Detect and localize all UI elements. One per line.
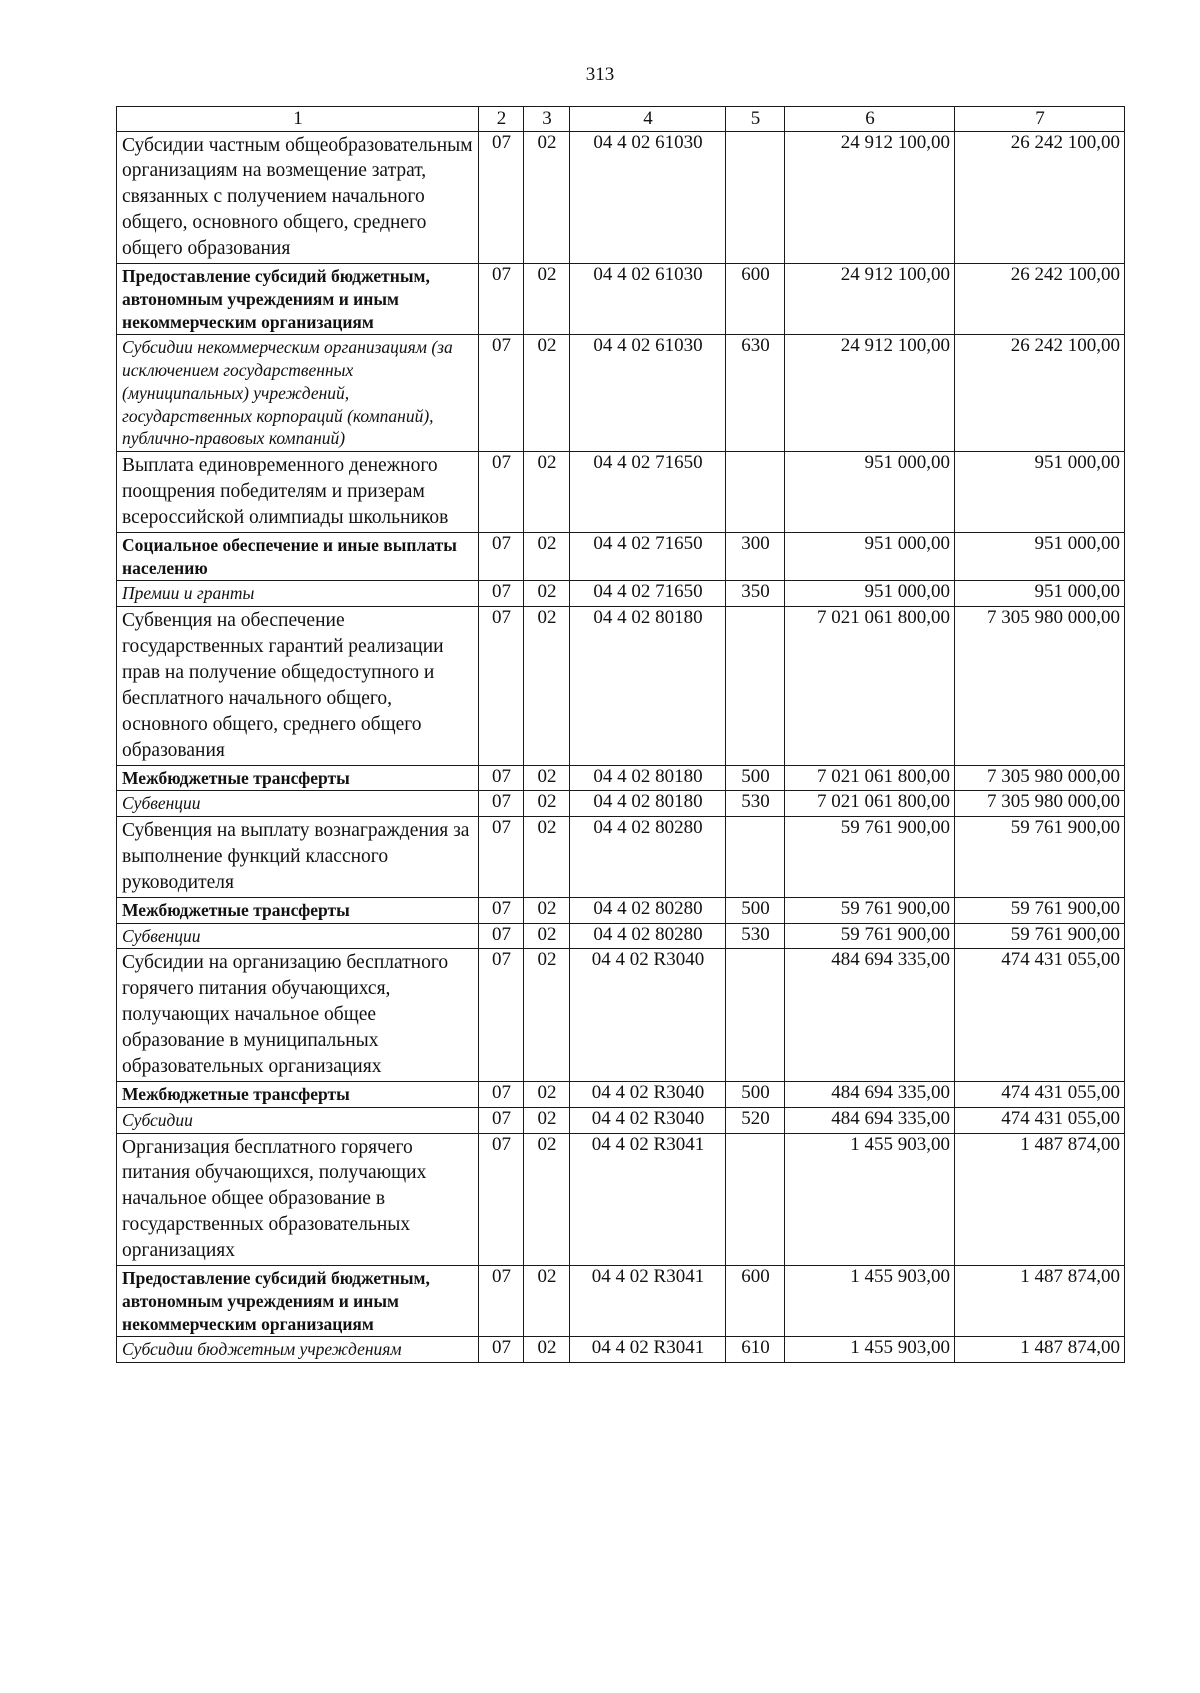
row-section: 07 [479, 791, 524, 817]
row-name: Социальное обеспечение и иные выплаты населению [117, 532, 479, 581]
row-name: Межбюджетные трансферты [117, 765, 479, 791]
row-amount-year-2: 951 000,00 [955, 581, 1125, 607]
row-name: Субвенция на выплату вознаграждения за выполнение функций классного руководителя [117, 817, 479, 898]
row-amount-year-1: 1 455 903,00 [785, 1133, 955, 1266]
row-amount-year-1: 1 455 903,00 [785, 1266, 955, 1337]
row-expense-type: 630 [726, 335, 785, 452]
table-row [117, 949, 1125, 1082]
row-amount-year-2: 951 000,00 [955, 532, 1125, 581]
row-subsection: 02 [524, 949, 570, 1082]
header-row [117, 107, 1125, 132]
row-section: 07 [479, 581, 524, 607]
row-target-code: 04 4 02 71650 [570, 452, 726, 533]
row-subsection: 02 [524, 1266, 570, 1337]
row-amount-year-1: 7 021 061 800,00 [785, 765, 955, 791]
row-expense-type: 500 [726, 897, 785, 923]
row-section: 07 [479, 452, 524, 533]
row-amount-year-2: 7 305 980 000,00 [955, 765, 1125, 791]
table-row [117, 1337, 1125, 1363]
row-section: 07 [479, 1107, 524, 1133]
row-target-code: 04 4 02 80280 [570, 817, 726, 898]
row-name: Выплата единовременного денежного поощрения победителям и призерам всероссийской олимпиады школьников [117, 452, 479, 533]
row-target-code: 04 4 02 R3040 [570, 1082, 726, 1108]
row-amount-year-1: 484 694 335,00 [785, 1082, 955, 1108]
row-expense-type: 530 [726, 791, 785, 817]
header-col-4: 4 [570, 107, 726, 132]
row-name: Организация бесплатного горячего питания обучающихся, получающих начальное общее образование в государственных образовательных организациях [117, 1133, 479, 1266]
header-col-1: 1 [117, 107, 479, 132]
row-section: 07 [479, 264, 524, 335]
row-target-code: 04 4 02 71650 [570, 581, 726, 607]
row-amount-year-1: 951 000,00 [785, 452, 955, 533]
row-section: 07 [479, 532, 524, 581]
table-row [117, 765, 1125, 791]
header-col-7: 7 [955, 107, 1125, 132]
row-section: 07 [479, 923, 524, 949]
row-name: Предоставление субсидий бюджетным, автономным учреждениям и иным некоммерческим организациям [117, 1266, 479, 1337]
row-amount-year-1: 24 912 100,00 [785, 335, 955, 452]
row-subsection: 02 [524, 131, 570, 264]
row-section: 07 [479, 607, 524, 766]
row-section: 07 [479, 897, 524, 923]
row-target-code: 04 4 02 61030 [570, 335, 726, 452]
row-subsection: 02 [524, 923, 570, 949]
row-name: Субсидии бюджетным учреждениям [117, 1337, 479, 1363]
table-body [117, 131, 1125, 1363]
row-amount-year-1: 7 021 061 800,00 [785, 791, 955, 817]
row-name: Субсидии частным общеобразовательным организациям на возмещение затрат, связанных с получением начального общего, основного общего, среднего общего образования [117, 131, 479, 264]
row-expense-type [726, 817, 785, 898]
row-amount-year-2: 59 761 900,00 [955, 897, 1125, 923]
row-expense-type [726, 949, 785, 1082]
row-amount-year-1: 24 912 100,00 [785, 264, 955, 335]
row-amount-year-2: 474 431 055,00 [955, 1082, 1125, 1108]
row-expense-type [726, 131, 785, 264]
row-section: 07 [479, 1133, 524, 1266]
row-amount-year-2: 26 242 100,00 [955, 131, 1125, 264]
row-amount-year-2: 26 242 100,00 [955, 335, 1125, 452]
row-target-code: 04 4 02 80180 [570, 607, 726, 766]
row-name: Межбюджетные трансферты [117, 897, 479, 923]
row-amount-year-2: 1 487 874,00 [955, 1133, 1125, 1266]
row-amount-year-1: 59 761 900,00 [785, 817, 955, 898]
row-amount-year-2: 474 431 055,00 [955, 949, 1125, 1082]
row-section: 07 [479, 131, 524, 264]
row-subsection: 02 [524, 1337, 570, 1363]
row-target-code: 04 4 02 R3040 [570, 949, 726, 1082]
row-target-code: 04 4 02 61030 [570, 264, 726, 335]
row-target-code: 04 4 02 80180 [570, 765, 726, 791]
table-row [117, 131, 1125, 264]
row-amount-year-2: 59 761 900,00 [955, 817, 1125, 898]
row-section: 07 [479, 335, 524, 452]
row-amount-year-1: 951 000,00 [785, 581, 955, 607]
row-amount-year-2: 951 000,00 [955, 452, 1125, 533]
row-target-code: 04 4 02 80280 [570, 897, 726, 923]
row-subsection: 02 [524, 791, 570, 817]
row-target-code: 04 4 02 R3041 [570, 1266, 726, 1337]
row-amount-year-2: 1 487 874,00 [955, 1266, 1125, 1337]
row-name: Субсидии некоммерческим организациям (за исключением государственных (муниципальных) учреждений, государственных корпораций (компаний), публично-правовых компаний) [117, 335, 479, 452]
row-expense-type: 350 [726, 581, 785, 607]
row-target-code: 04 4 02 R3041 [570, 1133, 726, 1266]
row-subsection: 02 [524, 452, 570, 533]
table-row [117, 923, 1125, 949]
table-row [117, 532, 1125, 581]
row-subsection: 02 [524, 1082, 570, 1108]
row-amount-year-2: 7 305 980 000,00 [955, 607, 1125, 766]
row-amount-year-1: 484 694 335,00 [785, 949, 955, 1082]
row-name: Субвенция на обеспечение государственных гарантий реализации прав на получение общедоступного и бесплатного начального общего, основного общего, среднего общего образования [117, 607, 479, 766]
header-col-2: 2 [479, 107, 524, 132]
row-expense-type: 600 [726, 264, 785, 335]
table-row [117, 452, 1125, 533]
row-amount-year-1: 59 761 900,00 [785, 897, 955, 923]
row-subsection: 02 [524, 897, 570, 923]
row-name: Премии и гранты [117, 581, 479, 607]
row-expense-type: 520 [726, 1107, 785, 1133]
row-expense-type [726, 452, 785, 533]
row-amount-year-2: 26 242 100,00 [955, 264, 1125, 335]
row-name: Субсидии на организацию бесплатного горячего питания обучающихся, получающих начальное общее образование в муниципальных образовательных организациях [117, 949, 479, 1082]
row-amount-year-1: 7 021 061 800,00 [785, 607, 955, 766]
row-section: 07 [479, 1082, 524, 1108]
row-target-code: 04 4 02 80280 [570, 923, 726, 949]
row-expense-type [726, 607, 785, 766]
row-section: 07 [479, 1266, 524, 1337]
page-number: 313 [585, 64, 615, 85]
row-subsection: 02 [524, 335, 570, 452]
row-target-code: 04 4 02 80180 [570, 791, 726, 817]
row-expense-type: 500 [726, 1082, 785, 1108]
header-col-6: 6 [785, 107, 955, 132]
row-subsection: 02 [524, 765, 570, 791]
row-subsection: 02 [524, 1133, 570, 1266]
table-row [117, 335, 1125, 452]
row-amount-year-1: 951 000,00 [785, 532, 955, 581]
row-amount-year-1: 59 761 900,00 [785, 923, 955, 949]
row-section: 07 [479, 817, 524, 898]
row-subsection: 02 [524, 817, 570, 898]
table-row [117, 1266, 1125, 1337]
header-col-3: 3 [524, 107, 570, 132]
row-amount-year-2: 474 431 055,00 [955, 1107, 1125, 1133]
row-section: 07 [479, 765, 524, 791]
table-row [117, 817, 1125, 898]
table-row [117, 1107, 1125, 1133]
table-row [117, 264, 1125, 335]
row-expense-type: 600 [726, 1266, 785, 1337]
row-target-code: 04 4 02 R3040 [570, 1107, 726, 1133]
row-subsection: 02 [524, 532, 570, 581]
row-amount-year-1: 24 912 100,00 [785, 131, 955, 264]
row-expense-type: 610 [726, 1337, 785, 1363]
row-target-code: 04 4 02 71650 [570, 532, 726, 581]
row-name: Субвенции [117, 923, 479, 949]
row-subsection: 02 [524, 607, 570, 766]
row-subsection: 02 [524, 581, 570, 607]
table-row [117, 1133, 1125, 1266]
row-subsection: 02 [524, 264, 570, 335]
budget-table [116, 106, 1125, 1363]
row-expense-type [726, 1133, 785, 1266]
table-row [117, 581, 1125, 607]
row-amount-year-2: 7 305 980 000,00 [955, 791, 1125, 817]
row-name: Межбюджетные трансферты [117, 1082, 479, 1108]
row-amount-year-2: 59 761 900,00 [955, 923, 1125, 949]
row-name: Субсидии [117, 1107, 479, 1133]
header-col-5: 5 [726, 107, 785, 132]
row-amount-year-1: 1 455 903,00 [785, 1337, 955, 1363]
row-name: Предоставление субсидий бюджетным, автономным учреждениям и иным некоммерческим организациям [117, 264, 479, 335]
row-target-code: 04 4 02 R3041 [570, 1337, 726, 1363]
row-section: 07 [479, 1337, 524, 1363]
row-target-code: 04 4 02 61030 [570, 131, 726, 264]
row-section: 07 [479, 949, 524, 1082]
row-amount-year-2: 1 487 874,00 [955, 1337, 1125, 1363]
table-row [117, 607, 1125, 766]
table-row [117, 791, 1125, 817]
row-expense-type: 300 [726, 532, 785, 581]
table-row [117, 897, 1125, 923]
table-row [117, 1082, 1125, 1108]
row-amount-year-1: 484 694 335,00 [785, 1107, 955, 1133]
row-expense-type: 530 [726, 923, 785, 949]
row-expense-type: 500 [726, 765, 785, 791]
row-subsection: 02 [524, 1107, 570, 1133]
row-name: Субвенции [117, 791, 479, 817]
